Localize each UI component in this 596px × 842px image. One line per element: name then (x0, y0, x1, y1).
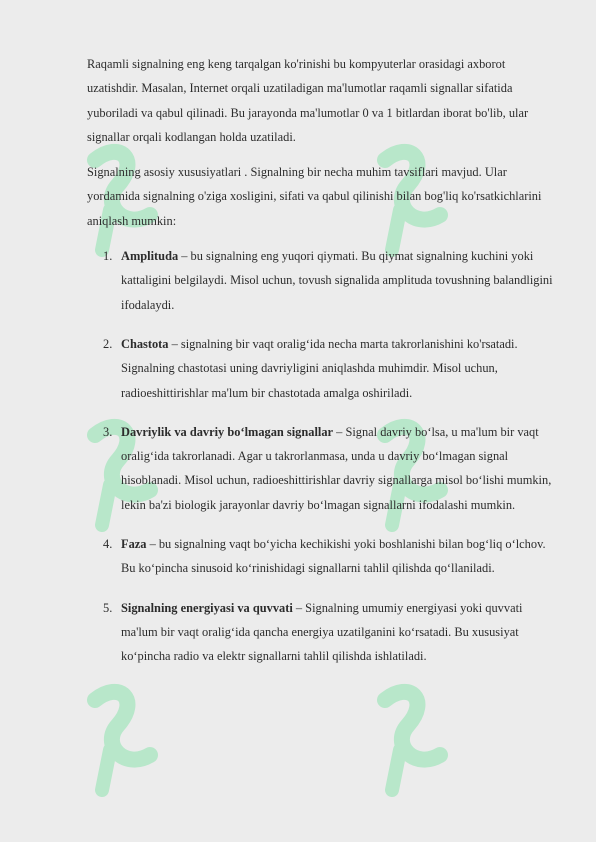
list-term: Faza (121, 537, 147, 552)
paragraph: Signalning asosiy xususiyatlari . Signalning bir necha muhim tavsiflari mavjud. Ular yordamida signalning o'ziga xosligini, sifati va qabul qilinishi bilan bog'liq ko'rsatkichlarini aniqlash mumkin: (87, 165, 542, 228)
list-term: Signalning energiyasi va quvvati (121, 600, 293, 615)
paragraph: Raqamli signalning eng keng tarqalgan ko'rinishi bu kompyuterlar orasidagi axborot uzatishdir. Masalan, Internet orqali uzatiladigan ma'lumotlar raqamli signallar sifatida yuboriladi va qabul qilinadi. Bu jarayonda ma'lumotlar 0 va 1 bitlardan iborat bo'lib, ular signallar orqali kodlangan holda uzatiladi. (87, 57, 529, 144)
list-item (87, 244, 557, 317)
list-text: – Signal davriy bo‘lsa, u ma'lum bir vaqt oralig‘ida takrorlanadi. Agar u takrorlanmasa, unda u davriy bo‘lmagan signal hisoblanadi. Misol uchun, radioeshittirishlar davriy signallarga misol bo‘lishi mumkin, lekin ba'zi biologik jarayonlar davriy bo‘lmagan signallarni ifodalashi mumkin. (121, 424, 552, 512)
list-number: 2. (103, 336, 113, 351)
list-term: Davriylik va davriy bo‘lmagan signallar (121, 424, 334, 439)
list-text: – bu signalning eng yuqori qiymati. Bu qiymat signalning kuchini yoki kattaligini belgilaydi. Misol uchun, tovush signalida amplituda tovushning balandligini ifodalaydi. (121, 249, 553, 312)
list-number: 1. (103, 249, 113, 264)
list-text: – bu signalning vaqt bo‘yicha kechikishi yoki boshlanishi bilan bog‘liq o‘lchov. Bu ko‘pincha sinusoid ko‘rinishidagi signallarni tahlil qilishda qo‘llaniladi. (121, 537, 546, 576)
list-number: 4. (103, 537, 113, 552)
list-item (87, 596, 557, 669)
list-text: – Signalning umumiy energiyasi yoki quvvati ma'lum bir vaqt oralig‘ida qancha energiya uzatilganini ko‘rsatadi. Bu xususiyat ko‘pincha radio va elektr signallarni tahlil qilishda ishlatiladi. (121, 600, 523, 664)
list-item (87, 332, 557, 405)
list-item (87, 532, 557, 581)
list-item (87, 420, 557, 517)
list-text: – signalning bir vaqt oralig‘ida necha marta takrorlanishini ko'rsatadi. Signalning chastotasi uning davriyligini aniqlashda muhimdir. Misol uchun, radioeshittirishlar ma'lum bir chastotada amalga oshiriladi. (121, 336, 518, 400)
watermark-logo-icon (80, 680, 166, 800)
list-term: Amplituda (121, 249, 179, 264)
properties-list (87, 244, 557, 668)
list-number: 3. (103, 424, 113, 439)
watermark-logo-icon (370, 680, 456, 800)
list-number: 5. (103, 600, 113, 615)
document-body (87, 52, 557, 684)
list-term: Chastota (121, 336, 169, 351)
